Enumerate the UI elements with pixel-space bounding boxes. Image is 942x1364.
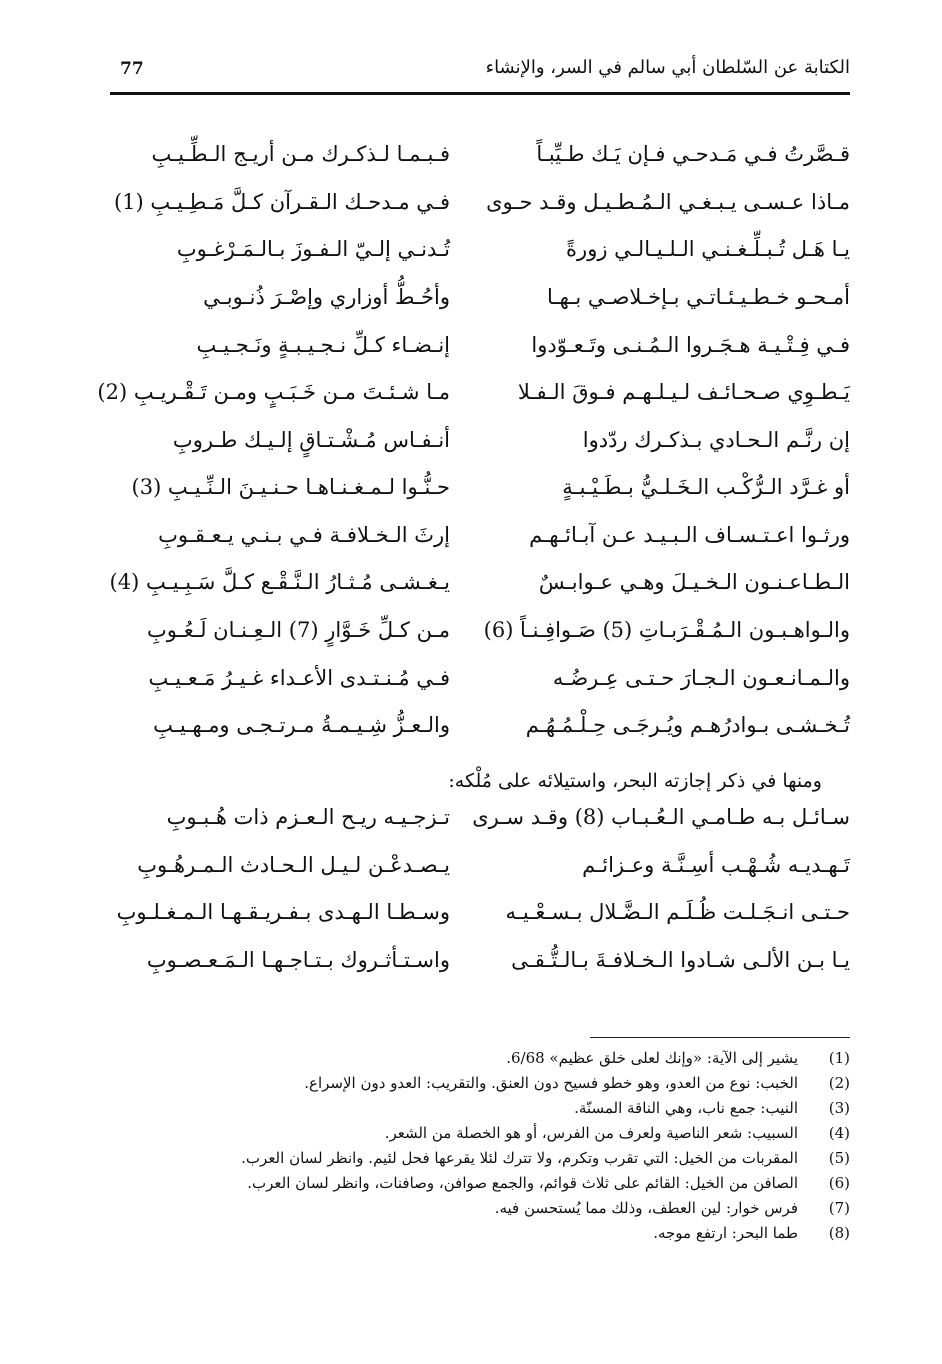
footnote-text: الصافن من الخيل: القائم على ثلاث قوائم، والجمع صوافن، وصافنات، وانظر لسان العرب. <box>247 1173 798 1192</box>
footnote-number: (1) <box>828 1048 850 1067</box>
header-rule <box>110 92 850 95</box>
verse-first-hemistich: والـواهـبـون الـمُـقْـرَبـاتِ (5) صَـوافِـنـاً (6) <box>483 618 850 643</box>
footnote-number: (2) <box>828 1073 850 1092</box>
verse-first-hemistich: تُـخـشـى بـوادرُهـم ويُـرجَـى حِـلْـمُـهُـم <box>525 713 850 738</box>
verse-second-hemistich: إرثَ الـخـلافـة فـي بـنـي يـعـقـوبِ <box>158 522 450 547</box>
verse-second-hemistich: حـنُّـوا لـمـغـنـاهـا حـنـيـنَ الـنِّـيـبِ (3) <box>131 475 450 500</box>
page-number: 77 <box>120 59 144 79</box>
verse-line <box>110 226 850 274</box>
footnote <box>110 1120 850 1145</box>
verse-first-hemistich: حـتـى انـجَـلـت ظُـلَـم الـضَّـلال بـسـعْـيـه <box>505 900 850 925</box>
verse-line <box>110 131 850 179</box>
verse-second-hemistich: والـعـزُّ شِـيـمـةُ مـرتـجـى ومـهـيـبِ <box>153 713 450 738</box>
footnote <box>110 1045 850 1070</box>
footnote-number: (3) <box>828 1098 850 1117</box>
verse-first-hemistich: قـصَّرتُ فـي مَـدحـي فـإن يَـك طـيِّبـاً <box>536 142 850 167</box>
verse-second-hemistich: يـغـشـى مُـثـارُ الـنَّـقْـع كـلَّ سَـبِـيـبِ (4) <box>109 570 450 595</box>
verse-first-hemistich: ورثـوا اعـتـسـاف الـبـيـد عـن آبـائـهـم <box>529 522 850 547</box>
footnote-text: الخبب: نوع من العدو، وهو خطو فسيح دون العنق. والتقريب: العدو دون الإسراع. <box>304 1073 798 1092</box>
footnote <box>110 1145 850 1170</box>
footnote <box>110 1195 850 1220</box>
poem-second-section <box>110 794 850 984</box>
verse-line <box>110 842 850 890</box>
footnote <box>110 1070 850 1095</box>
verse-second-hemistich: أنـفـاس مُـشْـتـاقٍ إلـيـك طـروبِ <box>172 427 450 452</box>
verse-line <box>110 937 850 985</box>
footnote-text: فرس خوار: لين العطف، وذلك مما يُستحسن فيه. <box>494 1198 798 1217</box>
verse-first-hemistich: أو غـرَّد الـرُّكْـب الـخَـلـيُّ بـطَـيْـبـةٍ <box>562 475 850 500</box>
verse-first-hemistich: يَـطـوِي صـحـائـف لـيـلـهـم فـوقَ الـفـلا <box>517 380 850 405</box>
verse-first-hemistich: تَـهـديـه شُـهْـب أسِـنَّـة وعـزائـم <box>582 852 850 877</box>
verse-first-hemistich: فـي فِـتْـيـة هـجَـروا الـمُـنـى وتَـعـوّدوا <box>531 332 850 357</box>
footnote-text: المقربات من الخيل: التي تقرب وتكرم، ولا تترك لئلا يقرعها فحل لئيم. وانظر لسان العرب. <box>241 1148 798 1167</box>
verse-line <box>110 559 850 607</box>
page-header <box>110 55 850 95</box>
verse-line <box>110 417 850 465</box>
verse-second-hemistich: تُـدنـي إلـيّ الـفـوزَ بـالـمَـرْغـوبِ <box>176 237 450 262</box>
verse-first-hemistich: يـا بـن الألـى شـادوا الـخـلافـةَ بـالـتُّـقـى <box>511 947 850 972</box>
verse-line <box>110 889 850 937</box>
verse-second-hemistich: إنـضـاء كـلِّ نـجـيـبـةٍ ونَـجـيـبِ <box>196 332 450 357</box>
verse-second-hemistich: فـي مُـنـتـدى الأعـداء غـيـرُ مَـعـيـبِ <box>148 665 450 690</box>
footnote-text: السبيب: شعر الناصية ولعرف من الفرس، أو هو الخصلة من الشعر. <box>384 1123 798 1142</box>
verse-first-hemistich: مـاذا عـسـى يـبـغـي الـمُـطـيـل وقـد حـوى <box>486 189 850 214</box>
verse-first-hemistich: إن رنَّـم الـحـادي بـذكـرك ردّدوا <box>582 427 850 452</box>
footnote-text: يشير إلى الآية: «وإنك لعلى خلق عظيم» 6/68. <box>506 1048 798 1067</box>
verse-line <box>110 655 850 703</box>
running-title: الكتابة عن السّلطان أبي سالم في السر، والإنشاء <box>485 57 850 78</box>
footnote-text: طما البحر: ارتفع موجه. <box>653 1223 798 1242</box>
verse-first-hemistich: والـمـانـعـون الـجـارَ حـتـى عِـرضُـه <box>552 665 850 690</box>
verse-second-hemistich: مـن كـلِّ خَـوَّارٍ (7) الـعِـنـان لَـعُـوبِ <box>147 618 450 643</box>
verse-second-hemistich: فـي مـدحـك الـقـرآن كـلَّ مَـطِـيـبِ (1) <box>113 189 450 214</box>
verse-line <box>97 369 850 417</box>
verse-first-hemistich: يـا هَـل تُـبـلِّـغـنـي الـلـيـالـي زورةً <box>566 237 850 262</box>
verse-second-hemistich: وأحُـطُّ أوزاري وإصْـرَ ذُنـوبـي <box>203 284 450 309</box>
footnote-number: (4) <box>828 1123 850 1142</box>
footnote <box>110 1095 850 1120</box>
verse-line <box>110 321 850 369</box>
footnote <box>110 1170 850 1195</box>
verse-line <box>110 274 850 322</box>
verse-second-hemistich: يـصـدعْـن لـيـل الـحـادث الـمـرهُـوبِ <box>137 852 450 877</box>
verse-line <box>110 607 850 655</box>
footnotes-rule <box>590 1037 850 1038</box>
verse-second-hemistich: تـزجـيـه ريـح الـعـزم ذات هُـبـوبِ <box>166 805 450 830</box>
verse-first-hemistich: أمـحـو خـطـيـئـاتـي بـإخـلاصـي بـهـا <box>547 284 850 309</box>
poem-first-section <box>97 131 850 750</box>
footnote-number: (8) <box>828 1223 850 1242</box>
verse-first-hemistich: الـطـاعـنـون الـخـيـلَ وهـي عـوابـسٌ <box>538 570 850 595</box>
section-intro: ومنها في ذكر إجازته البحر، واستيلائه على مُلْكه: <box>448 770 822 792</box>
verse-first-hemistich: سـائـل بـه طـامـي الـعُـبـاب (8) وقـد سـرى <box>472 805 850 830</box>
footnote-text: النيب: جمع ناب، وهي الناقة المسنّة. <box>574 1098 798 1117</box>
verse-line <box>110 794 850 842</box>
footnote <box>110 1220 850 1245</box>
verse-line <box>110 512 850 560</box>
verse-second-hemistich: واسـتـأثـروك بـتـاجـهـا الـمَـعـصـوبِ <box>146 947 450 972</box>
verse-line <box>110 464 850 512</box>
footnotes <box>110 1045 850 1245</box>
verse-second-hemistich: فـبـمـا لـذكـرك مـن أريـج الـطِّـيـبِ <box>151 142 450 167</box>
footnote-number: (6) <box>828 1173 850 1192</box>
footnote-number: (7) <box>828 1198 850 1217</box>
verse-line <box>110 179 850 227</box>
verse-line <box>110 702 850 750</box>
verse-second-hemistich: وسـطـا الـهـدى بـفـريـقـهـا الـمـغـلـوبِ <box>116 900 450 925</box>
verse-second-hemistich: مـا شـئـتَ مـن خَـبَـبٍ ومـن تَـقْـريـبِ (2) <box>97 380 450 405</box>
footnote-number: (5) <box>828 1148 850 1167</box>
